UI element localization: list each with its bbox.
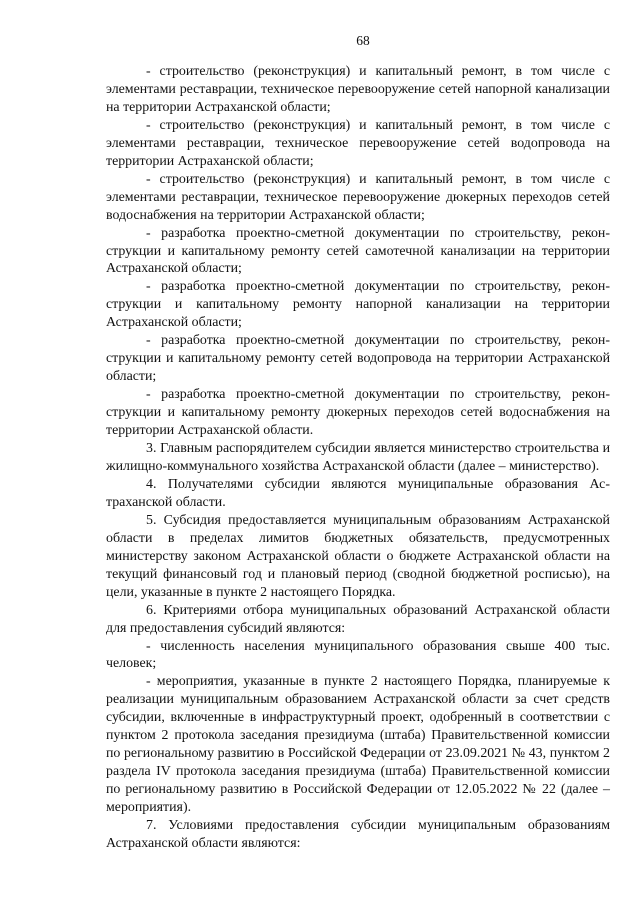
- paragraph-item-6: 6. Критериями отбора муниципальных образований Астраханской области для предоставления субсидий являются:: [106, 602, 610, 636]
- paragraph-water-supply-design: - разработка проектно-сметной документации по строительству, реконструкции и капитальному ремонту сетей водопровода на территории Астраханской области;: [106, 333, 610, 385]
- paragraph-population-criterion: - численность населения муниципального образования свыше 400 тыс. человек;: [106, 638, 610, 672]
- paragraph-measures-criterion: - мероприятия, указанные в пункте 2 настоящего Порядка, планируемые к реализации муниципальным образованием Астраханской области за счет средств субсидии, включенные в инфраструктурный проект, одобренный в соответствии с пунктом 2 протокола заседания президиума (штаба) Правительственной комиссии по региональному развитию в Российской Федерации от 23.09.2021 № 43, пунктом 2 раздела IV протокола заседания президиума (штаба) Правительственной комиссии по региональному развитию в Российской Федерации от 12.05.2022 № 22 (далее – мероприятия).: [106, 674, 610, 816]
- paragraph-item-5: 5. Субсидия предоставляется муниципальным образованиям Астраханской области в пределах лимитов бюджетных обязательств, предусмотренных министерству законом Астраханской области о бюджете Астраханской области на текущий финансовый год и плановый период (сводной бюджетной росписью), на цели, указанные в пункте 2 настоящего Порядка.: [106, 512, 610, 600]
- paragraph-sewer-pressure-construction: - строительство (реконструкция) и капитальный ремонт, в том числе с элементами реставрации, техническое перевооружение сетей напорной канализации на территории Астраханской области;: [106, 64, 610, 115]
- paragraph-culvert-design: - разработка проектно-сметной документации по строительству, реконструкции и капитальному ремонту дюкерных переходов сетей водоснабжения на территории Астраханской области.: [106, 387, 610, 439]
- paragraph-water-supply-construction: - строительство (реконструкция) и капитальный ремонт, в том числе с элементами реставрации, техническое перевооружение сетей водопровода на территории Астраханской области;: [106, 117, 610, 169]
- paragraph-item-3: 3. Главным распорядителем субсидии является министерство строительства и жилищно-коммунального хозяйства Астраханской области (далее – министерство).: [106, 441, 610, 474]
- paragraph-gravity-sewer-design: - разработка проектно-сметной документации по строительству, реконструкции и капитальному ремонту сетей самотечной канализации на территории Астраханской области;: [106, 225, 610, 277]
- paragraph-pressure-sewer-design: - разработка проектно-сметной документации по строительству, реконструкции и капитальному ремонту напорной канализации на территории Астраханской области;: [106, 279, 610, 331]
- paragraph-item-4: 4. Получателями субсидии являются муниципальные образования Астраханской области.: [106, 476, 610, 510]
- paragraph-item-7: 7. Условиями предоставления субсидии муниципальным образованиям Астраханской области являются:: [106, 818, 610, 851]
- page-number: 68: [356, 33, 370, 48]
- document-body: [106, 63, 610, 853]
- paragraph-culvert-construction: - строительство (реконструкция) и капитальный ремонт, в том числе с элементами реставрации, техническое перевооружение дюкерных переходов сетей водоснабжения на территории Астраханской области;: [106, 171, 610, 223]
